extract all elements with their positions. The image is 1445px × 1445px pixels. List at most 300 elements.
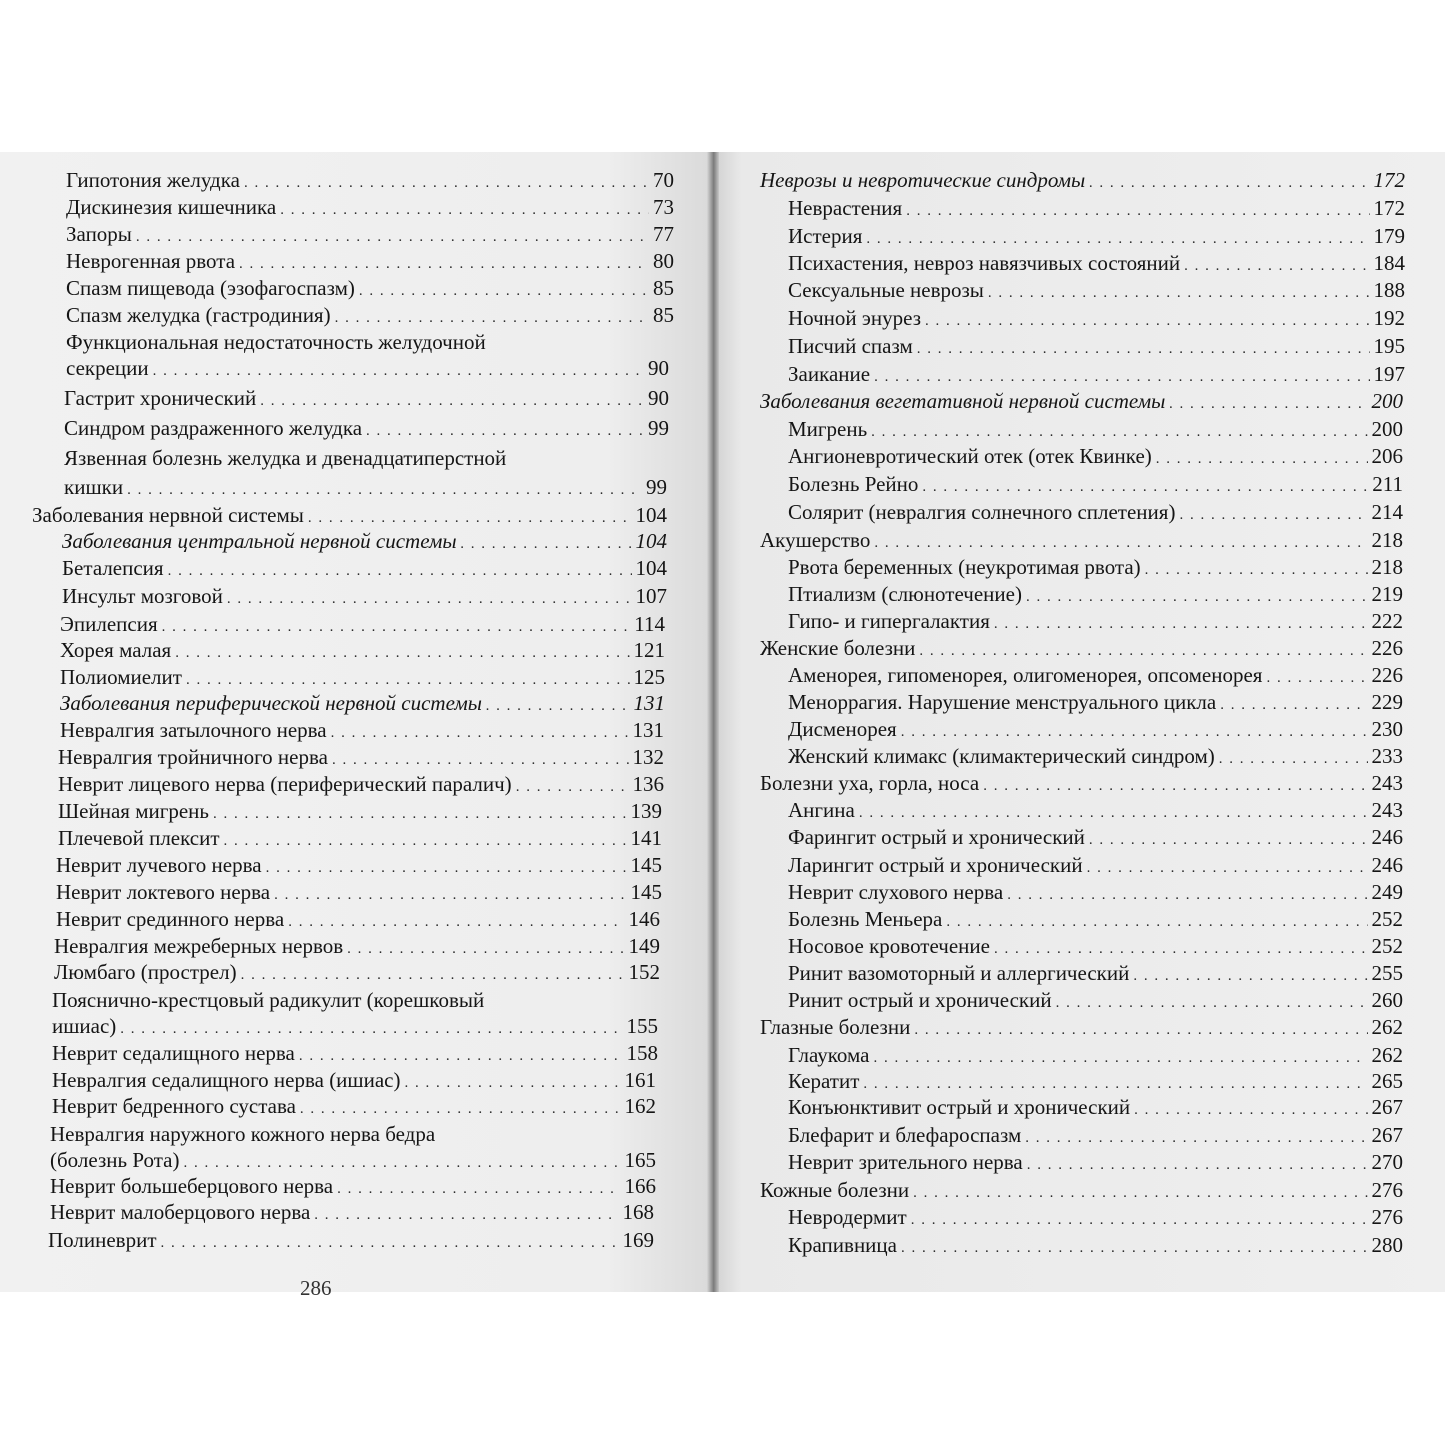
toc-entry-row	[788, 361, 1405, 387]
toc-entry[interactable]	[58, 771, 664, 797]
toc-entry-row	[64, 474, 667, 500]
toc-entry-page-number: 179	[1373, 224, 1405, 248]
dot-leader	[120, 1016, 622, 1042]
toc-entry-row	[66, 275, 674, 301]
dot-leader	[994, 936, 1368, 962]
dot-leader	[1087, 855, 1368, 881]
dot-leader	[901, 719, 1368, 745]
toc-entry-row	[54, 933, 660, 959]
toc-entry[interactable]	[788, 443, 1403, 469]
dot-leader	[1169, 391, 1367, 417]
toc-entry-row	[760, 1177, 1403, 1203]
toc-entry[interactable]	[788, 1204, 1403, 1230]
toc-entry[interactable]	[788, 1042, 1403, 1068]
toc-entry-page-number: 262	[1371, 1015, 1403, 1039]
toc-entry-page-number: 132	[632, 745, 664, 769]
dot-leader	[1134, 1097, 1367, 1123]
toc-entry-page-number: 214	[1371, 500, 1403, 524]
toc-entry-title: Болезнь Меньера	[788, 907, 943, 931]
toc-entry-title: Беталепсия	[62, 556, 164, 580]
toc-entry-row	[788, 1068, 1403, 1094]
toc-entry-page-number: 161	[624, 1068, 656, 1092]
toc-entry-page-number: 243	[1371, 798, 1403, 822]
toc-entry[interactable]	[66, 355, 669, 381]
toc-entry[interactable]	[58, 798, 662, 824]
toc-entry-title: Дискинезия кишечника	[66, 195, 277, 219]
dot-leader	[314, 1202, 618, 1228]
toc-entry-title: Писчий спазм	[788, 334, 913, 358]
toc-entry-title: Болезнь Рейно	[788, 472, 919, 496]
toc-entry[interactable]	[788, 333, 1405, 359]
toc-entry-row	[62, 528, 667, 554]
toc-entry-page-number: 99	[646, 475, 667, 499]
toc-entry[interactable]	[788, 250, 1405, 276]
toc-entry-page-number: 267	[1371, 1095, 1403, 1119]
toc-entry[interactable]	[54, 959, 660, 985]
toc-entry-page-number: 218	[1371, 528, 1403, 552]
dot-leader	[922, 474, 1368, 500]
toc-entry[interactable]	[50, 1199, 654, 1225]
dot-leader	[300, 1096, 621, 1122]
toc-entry-row	[788, 1149, 1403, 1175]
dot-leader	[859, 800, 1368, 826]
toc-entry-page-number: 136	[632, 772, 664, 796]
toc-entry-title: Спазм желудка (гастродиния)	[66, 303, 331, 327]
toc-entry-row	[788, 250, 1405, 276]
toc-entry-row	[788, 960, 1403, 986]
toc-entry-title: Болезни уха, горла, носа	[760, 771, 980, 795]
toc-entry[interactable]	[62, 555, 667, 581]
toc-entry-page-number: 200	[1371, 417, 1403, 441]
toc-entry-title: Заболевания центральной нервной системы	[62, 529, 457, 553]
page-number: 286	[300, 1276, 332, 1300]
toc-entry[interactable]	[788, 797, 1403, 823]
toc-entry[interactable]	[66, 167, 674, 193]
toc-entry-title: Дисменорея	[788, 717, 897, 741]
toc-entry-title: Сексуальные неврозы	[788, 278, 984, 302]
toc-entry-title: Эпилепсия	[60, 612, 158, 636]
toc-entry[interactable]	[788, 1068, 1403, 1094]
toc-entry[interactable]	[52, 1013, 658, 1039]
toc-entry-row	[66, 167, 674, 193]
toc-entry-page-number: 260	[1371, 988, 1403, 1012]
toc-entry-row	[50, 1173, 656, 1199]
toc-entry[interactable]	[788, 1094, 1403, 1120]
toc-entry[interactable]	[760, 635, 1403, 661]
toc-entry-title: Неврит малоберцового нерва	[50, 1200, 311, 1224]
dot-leader	[486, 693, 629, 719]
toc-entry-title: секреции	[66, 356, 149, 380]
toc-entry-page-number: 197	[1373, 362, 1405, 386]
dot-leader	[1026, 584, 1368, 610]
toc-entry-title: Запоры	[66, 222, 132, 246]
toc-entry-row	[54, 959, 660, 985]
toc-entry-title: Блефарит и блефароспазм	[788, 1123, 1022, 1147]
toc-entry-row	[56, 879, 662, 905]
dot-leader	[1179, 502, 1367, 528]
toc-entry-title: Плечевой плексит	[58, 826, 220, 850]
toc-entry-page-number: 107	[635, 584, 667, 608]
toc-entry[interactable]	[52, 1093, 656, 1119]
toc-entry-title: Невралгия межреберных нервов	[54, 934, 344, 958]
toc-entry-row	[66, 248, 674, 274]
toc-entry-page-number: 90	[648, 356, 669, 380]
toc-entry-page-number: 99	[648, 416, 669, 440]
toc-entry-row	[788, 689, 1403, 715]
toc-entry-title-line: Пояснично-крестцовый радикулит (корешковый	[52, 988, 485, 1012]
toc-entry[interactable]	[32, 502, 667, 528]
toc-entry[interactable]	[788, 662, 1403, 688]
toc-entry[interactable]	[60, 611, 665, 637]
toc-entry-row	[66, 221, 674, 247]
dot-leader	[359, 278, 649, 304]
toc-entry-title: ишиас)	[52, 1014, 117, 1038]
toc-entry-title-line: Функциональная недостаточность желудочной	[66, 330, 486, 354]
toc-entry[interactable]	[64, 474, 667, 500]
toc-entry-row	[788, 1122, 1403, 1148]
dot-leader	[280, 197, 649, 223]
toc-entry-row	[788, 333, 1405, 359]
toc-entry-row	[760, 770, 1403, 796]
toc-entry-page-number: 192	[1373, 306, 1405, 330]
dot-leader	[366, 418, 644, 444]
toc-entry-title: Неврит срединного нерва	[56, 907, 285, 931]
toc-entry[interactable]	[760, 1014, 1403, 1040]
toc-entry-row	[788, 852, 1403, 878]
toc-entry-page-number: 172	[1373, 168, 1405, 192]
toc-entry[interactable]	[788, 824, 1403, 850]
toc-entry-title: Гипо- и гипергалактия	[788, 609, 990, 633]
toc-entry-page-number: 114	[634, 612, 665, 636]
toc-entry-title: Неврозы и невротические синдромы	[760, 168, 1086, 192]
dot-leader	[913, 1180, 1367, 1206]
toc-entry-title: Мигрень	[788, 417, 868, 441]
toc-entry-title: Меноррагия. Нарушение менструального цикла	[788, 690, 1217, 714]
toc-entry[interactable]	[56, 906, 660, 932]
toc-entry[interactable]	[788, 223, 1405, 249]
toc-entry-page-number: 155	[626, 1014, 658, 1038]
toc-entry-title: Неврит лучевого нерва	[56, 853, 262, 877]
toc-entry-page-number: 276	[1371, 1178, 1403, 1202]
toc-entry[interactable]	[788, 416, 1403, 442]
toc-entry-row	[788, 499, 1403, 525]
toc-entry-title: Заикание	[788, 362, 871, 386]
dot-leader	[1184, 253, 1369, 279]
toc-entry-row	[56, 906, 660, 932]
toc-entry[interactable]	[58, 744, 664, 770]
toc-entry-page-number: 104	[635, 556, 667, 580]
toc-entry[interactable]	[58, 825, 662, 851]
toc-entry[interactable]	[788, 1232, 1403, 1258]
toc-entry[interactable]	[788, 1122, 1403, 1148]
toc-entry-page-number: 172	[1373, 196, 1405, 220]
toc-entry-page-number: 70	[653, 168, 674, 192]
toc-entry-row	[58, 825, 662, 851]
toc-entry[interactable]	[788, 499, 1403, 525]
toc-entry-row	[52, 1067, 656, 1093]
dot-leader	[274, 882, 626, 908]
dot-leader	[241, 962, 625, 988]
toc-entry[interactable]	[56, 879, 662, 905]
toc-entry-title: Невралгия затылочного нерва	[60, 718, 327, 742]
toc-entry-title: Невродермит	[788, 1205, 907, 1229]
toc-entry[interactable]	[788, 960, 1403, 986]
toc-entry[interactable]	[66, 302, 674, 328]
toc-entry[interactable]	[788, 305, 1405, 331]
dot-leader	[914, 1017, 1367, 1043]
toc-entry-page-number: 226	[1371, 636, 1403, 660]
toc-entry-title: Конъюнктивит острый и хронический	[788, 1095, 1131, 1119]
toc-entry-page-number: 149	[628, 934, 660, 958]
toc-entry-title: Женские болезни	[760, 636, 916, 660]
toc-entry[interactable]	[66, 248, 674, 274]
toc-entry[interactable]	[788, 195, 1405, 221]
toc-entry-title: Птиализм (слюнотечение)	[788, 582, 1022, 606]
toc-entry-title: Спазм пищевода (эзофагоспазм)	[66, 276, 355, 300]
toc-entry-title: Носовое кровотечение	[788, 934, 990, 958]
toc-entry-row	[760, 527, 1403, 553]
toc-entry-page-number: 195	[1373, 334, 1405, 358]
toc-entry-title: Неврит лицевого нерва (периферический паралич)	[58, 772, 512, 796]
toc-entry-row	[64, 415, 669, 441]
toc-entry[interactable]	[66, 275, 674, 301]
toc-entry[interactable]	[66, 221, 674, 247]
toc-entry-row	[760, 167, 1405, 193]
toc-entry-title: Глаукома	[788, 1043, 870, 1067]
toc-entry[interactable]	[64, 415, 669, 441]
dot-leader	[983, 773, 1367, 799]
toc-entry-page-number: 219	[1371, 582, 1403, 606]
toc-entry-row	[50, 1199, 654, 1225]
toc-entry[interactable]	[788, 471, 1403, 497]
dot-leader	[871, 419, 1367, 445]
toc-entry-page-number: 184	[1373, 251, 1405, 275]
toc-entry-title: Неврит большеберцового нерва	[50, 1174, 334, 1198]
toc-entry-title: Ангионевротический отек (отек Квинке)	[788, 444, 1152, 468]
toc-entry[interactable]	[64, 385, 669, 411]
toc-entry-title: Ларингит острый и хронический	[788, 853, 1083, 877]
toc-entry[interactable]	[760, 770, 1403, 796]
dot-leader	[161, 1230, 619, 1256]
toc-entry-row	[788, 1232, 1403, 1258]
toc-entry-title: Фарингит острый и хронический	[788, 825, 1085, 849]
toc-entry-row	[66, 355, 669, 381]
toc-entry[interactable]	[760, 167, 1405, 193]
toc-entry-row	[58, 744, 664, 770]
toc-entry-row	[56, 852, 662, 878]
dot-leader	[136, 224, 649, 250]
toc-entry-title: Хорея малая	[60, 638, 172, 662]
toc-entry-page-number: 139	[630, 799, 662, 823]
toc-entry[interactable]	[60, 690, 665, 716]
toc-entry-row	[788, 277, 1405, 303]
dot-leader	[874, 530, 1367, 556]
toc-entry-title: Неврит локтевого нерва	[56, 880, 271, 904]
toc-entry[interactable]	[788, 277, 1405, 303]
toc-entry-page-number: 104	[635, 503, 667, 527]
toc-entry[interactable]	[66, 194, 674, 220]
toc-entry-row	[60, 717, 664, 743]
toc-entry[interactable]	[60, 637, 665, 663]
dot-leader	[1027, 1152, 1368, 1178]
toc-entry-row	[52, 1040, 658, 1066]
toc-entry-page-number: 249	[1371, 880, 1403, 904]
toc-entry[interactable]	[52, 1067, 656, 1093]
dot-leader	[901, 1235, 1368, 1261]
toc-entry-title: Неврит седалищного нерва	[52, 1041, 295, 1065]
toc-entry-title: Неврастения	[788, 196, 903, 220]
toc-entry[interactable]	[788, 716, 1403, 742]
toc-entry-title: Кератит	[788, 1069, 860, 1093]
toc-entry-page-number: 230	[1371, 717, 1403, 741]
toc-entry-page-number: 229	[1371, 690, 1403, 714]
toc-entry-title: Невралгия седалищного нерва (ишиас)	[52, 1068, 401, 1092]
toc-entry-row	[66, 302, 674, 328]
toc-entry-title: Ночной энурез	[788, 306, 922, 330]
toc-entry-row	[788, 1094, 1403, 1120]
toc-entry[interactable]	[52, 1040, 658, 1066]
dot-leader	[127, 477, 642, 503]
toc-entry-row	[64, 385, 669, 411]
dot-leader	[266, 855, 627, 881]
toc-entry-row	[788, 906, 1403, 932]
toc-entry-title: кишки	[64, 475, 124, 499]
toc-entry[interactable]	[788, 879, 1403, 905]
dot-leader	[332, 747, 629, 773]
toc-entry-row	[788, 608, 1403, 634]
toc-entry-page-number: 152	[628, 960, 660, 984]
dot-leader	[1056, 990, 1368, 1016]
toc-entry-title: Истерия	[788, 224, 863, 248]
toc-entry-page-number: 255	[1371, 961, 1403, 985]
toc-entry-page-number: 90	[648, 386, 669, 410]
toc-entry[interactable]	[760, 388, 1403, 414]
toc-entry[interactable]	[788, 689, 1403, 715]
toc-entry-page-number: 200	[1371, 389, 1403, 413]
toc-entry-row	[58, 798, 662, 824]
toc-entry-title-line: Язвенная болезнь желудка и двенадцатиперстной	[64, 446, 507, 470]
dot-leader	[906, 198, 1369, 224]
toc-entry[interactable]	[48, 1227, 654, 1253]
toc-entry[interactable]	[50, 1147, 656, 1173]
toc-entry-row	[60, 664, 665, 690]
toc-entry[interactable]	[62, 528, 667, 554]
toc-entry-title: Акушерство	[760, 528, 871, 552]
toc-entry[interactable]	[54, 933, 660, 959]
toc-entry-row	[788, 1042, 1403, 1068]
toc-entry-title: Психастения, невроз навязчивых состояний	[788, 251, 1181, 275]
toc-entry[interactable]	[788, 906, 1403, 932]
toc-entry[interactable]	[760, 527, 1403, 553]
toc-entry[interactable]	[788, 361, 1405, 387]
toc-entry-page-number: 85	[653, 276, 674, 300]
toc-entry[interactable]	[62, 583, 667, 609]
toc-entry-title: Заболевания периферической нервной системы	[60, 691, 483, 715]
toc-entry[interactable]	[788, 933, 1403, 959]
dot-leader	[925, 308, 1369, 334]
toc-entry-title: Полиневрит	[48, 1228, 157, 1252]
dot-leader	[1266, 665, 1367, 691]
toc-entry-page-number: 166	[624, 1174, 656, 1198]
toc-entry[interactable]	[788, 1149, 1403, 1175]
toc-entry-title-line: Невралгия наружного кожного нерва бедра	[50, 1122, 436, 1146]
dot-leader	[866, 226, 1369, 252]
toc-entry[interactable]	[788, 743, 1403, 769]
toc-entry[interactable]	[788, 554, 1403, 580]
dot-leader	[1133, 963, 1367, 989]
toc-entry-title: Заболевания нервной системы	[32, 503, 304, 527]
toc-entry-page-number: 165	[624, 1148, 656, 1172]
dot-leader	[1089, 827, 1368, 853]
toc-entry-row	[788, 471, 1403, 497]
book-gutter	[707, 152, 719, 1292]
toc-entry-page-number: 121	[633, 638, 665, 662]
toc-entry-title: Ангина	[788, 798, 855, 822]
toc-entry-row	[66, 194, 674, 220]
toc-entry-row	[788, 1204, 1403, 1230]
toc-entry-title: Гастрит хронический	[64, 386, 257, 410]
toc-entry-page-number: 77	[653, 222, 674, 246]
toc-entry[interactable]	[50, 1173, 656, 1199]
toc-entry-title: Неврит бедренного сустава	[52, 1094, 296, 1118]
dot-leader	[168, 558, 632, 584]
toc-entry-row	[58, 771, 664, 797]
toc-entry[interactable]	[60, 717, 664, 743]
toc-entry-title: Заболевания вегетативной нервной системы	[760, 389, 1166, 413]
dot-leader	[994, 611, 1368, 637]
toc-entry-page-number: 162	[624, 1094, 656, 1118]
toc-entry-page-number: 80	[653, 249, 674, 273]
toc-entry-title: Глазные болезни	[760, 1015, 911, 1039]
dot-leader	[227, 586, 632, 612]
toc-entry-title: Неврит слухового нерва	[788, 880, 1004, 904]
toc-entry-row	[788, 195, 1405, 221]
toc-entry[interactable]	[60, 664, 665, 690]
toc-entry[interactable]	[760, 1177, 1403, 1203]
toc-entry[interactable]	[56, 852, 662, 878]
toc-entry-row	[788, 987, 1403, 1013]
toc-entry-page-number: 73	[653, 195, 674, 219]
toc-entry-row	[60, 690, 665, 716]
toc-entry-page-number: 131	[632, 718, 664, 742]
toc-entry-row	[50, 1147, 656, 1173]
toc-entry[interactable]	[788, 852, 1403, 878]
toc-entry-row	[788, 716, 1403, 742]
dot-leader	[911, 1207, 1368, 1233]
dot-leader	[1220, 692, 1367, 718]
toc-entry-page-number: 211	[1372, 472, 1403, 496]
toc-entry-row	[788, 743, 1403, 769]
dot-leader	[213, 801, 627, 827]
toc-entry-page-number: 262	[1371, 1043, 1403, 1067]
toc-entry-page-number: 146	[628, 907, 660, 931]
toc-entry-row	[788, 581, 1403, 607]
toc-entry-row	[788, 879, 1403, 905]
toc-entry[interactable]	[788, 608, 1403, 634]
dot-leader	[988, 280, 1370, 306]
dot-leader	[239, 251, 649, 277]
dot-leader	[919, 638, 1367, 664]
toc-entry-title: Полиомиелит	[60, 665, 182, 689]
toc-entry[interactable]	[788, 987, 1403, 1013]
dot-leader	[175, 640, 629, 666]
dot-leader	[1145, 557, 1368, 583]
toc-entry[interactable]	[788, 581, 1403, 607]
toc-entry-page-number: 104	[635, 529, 667, 553]
toc-entry-page-number: 267	[1371, 1123, 1403, 1147]
toc-entry-title: Рвота беременных (неукротимая рвота)	[788, 555, 1141, 579]
toc-entry-page-number: 243	[1371, 771, 1403, 795]
